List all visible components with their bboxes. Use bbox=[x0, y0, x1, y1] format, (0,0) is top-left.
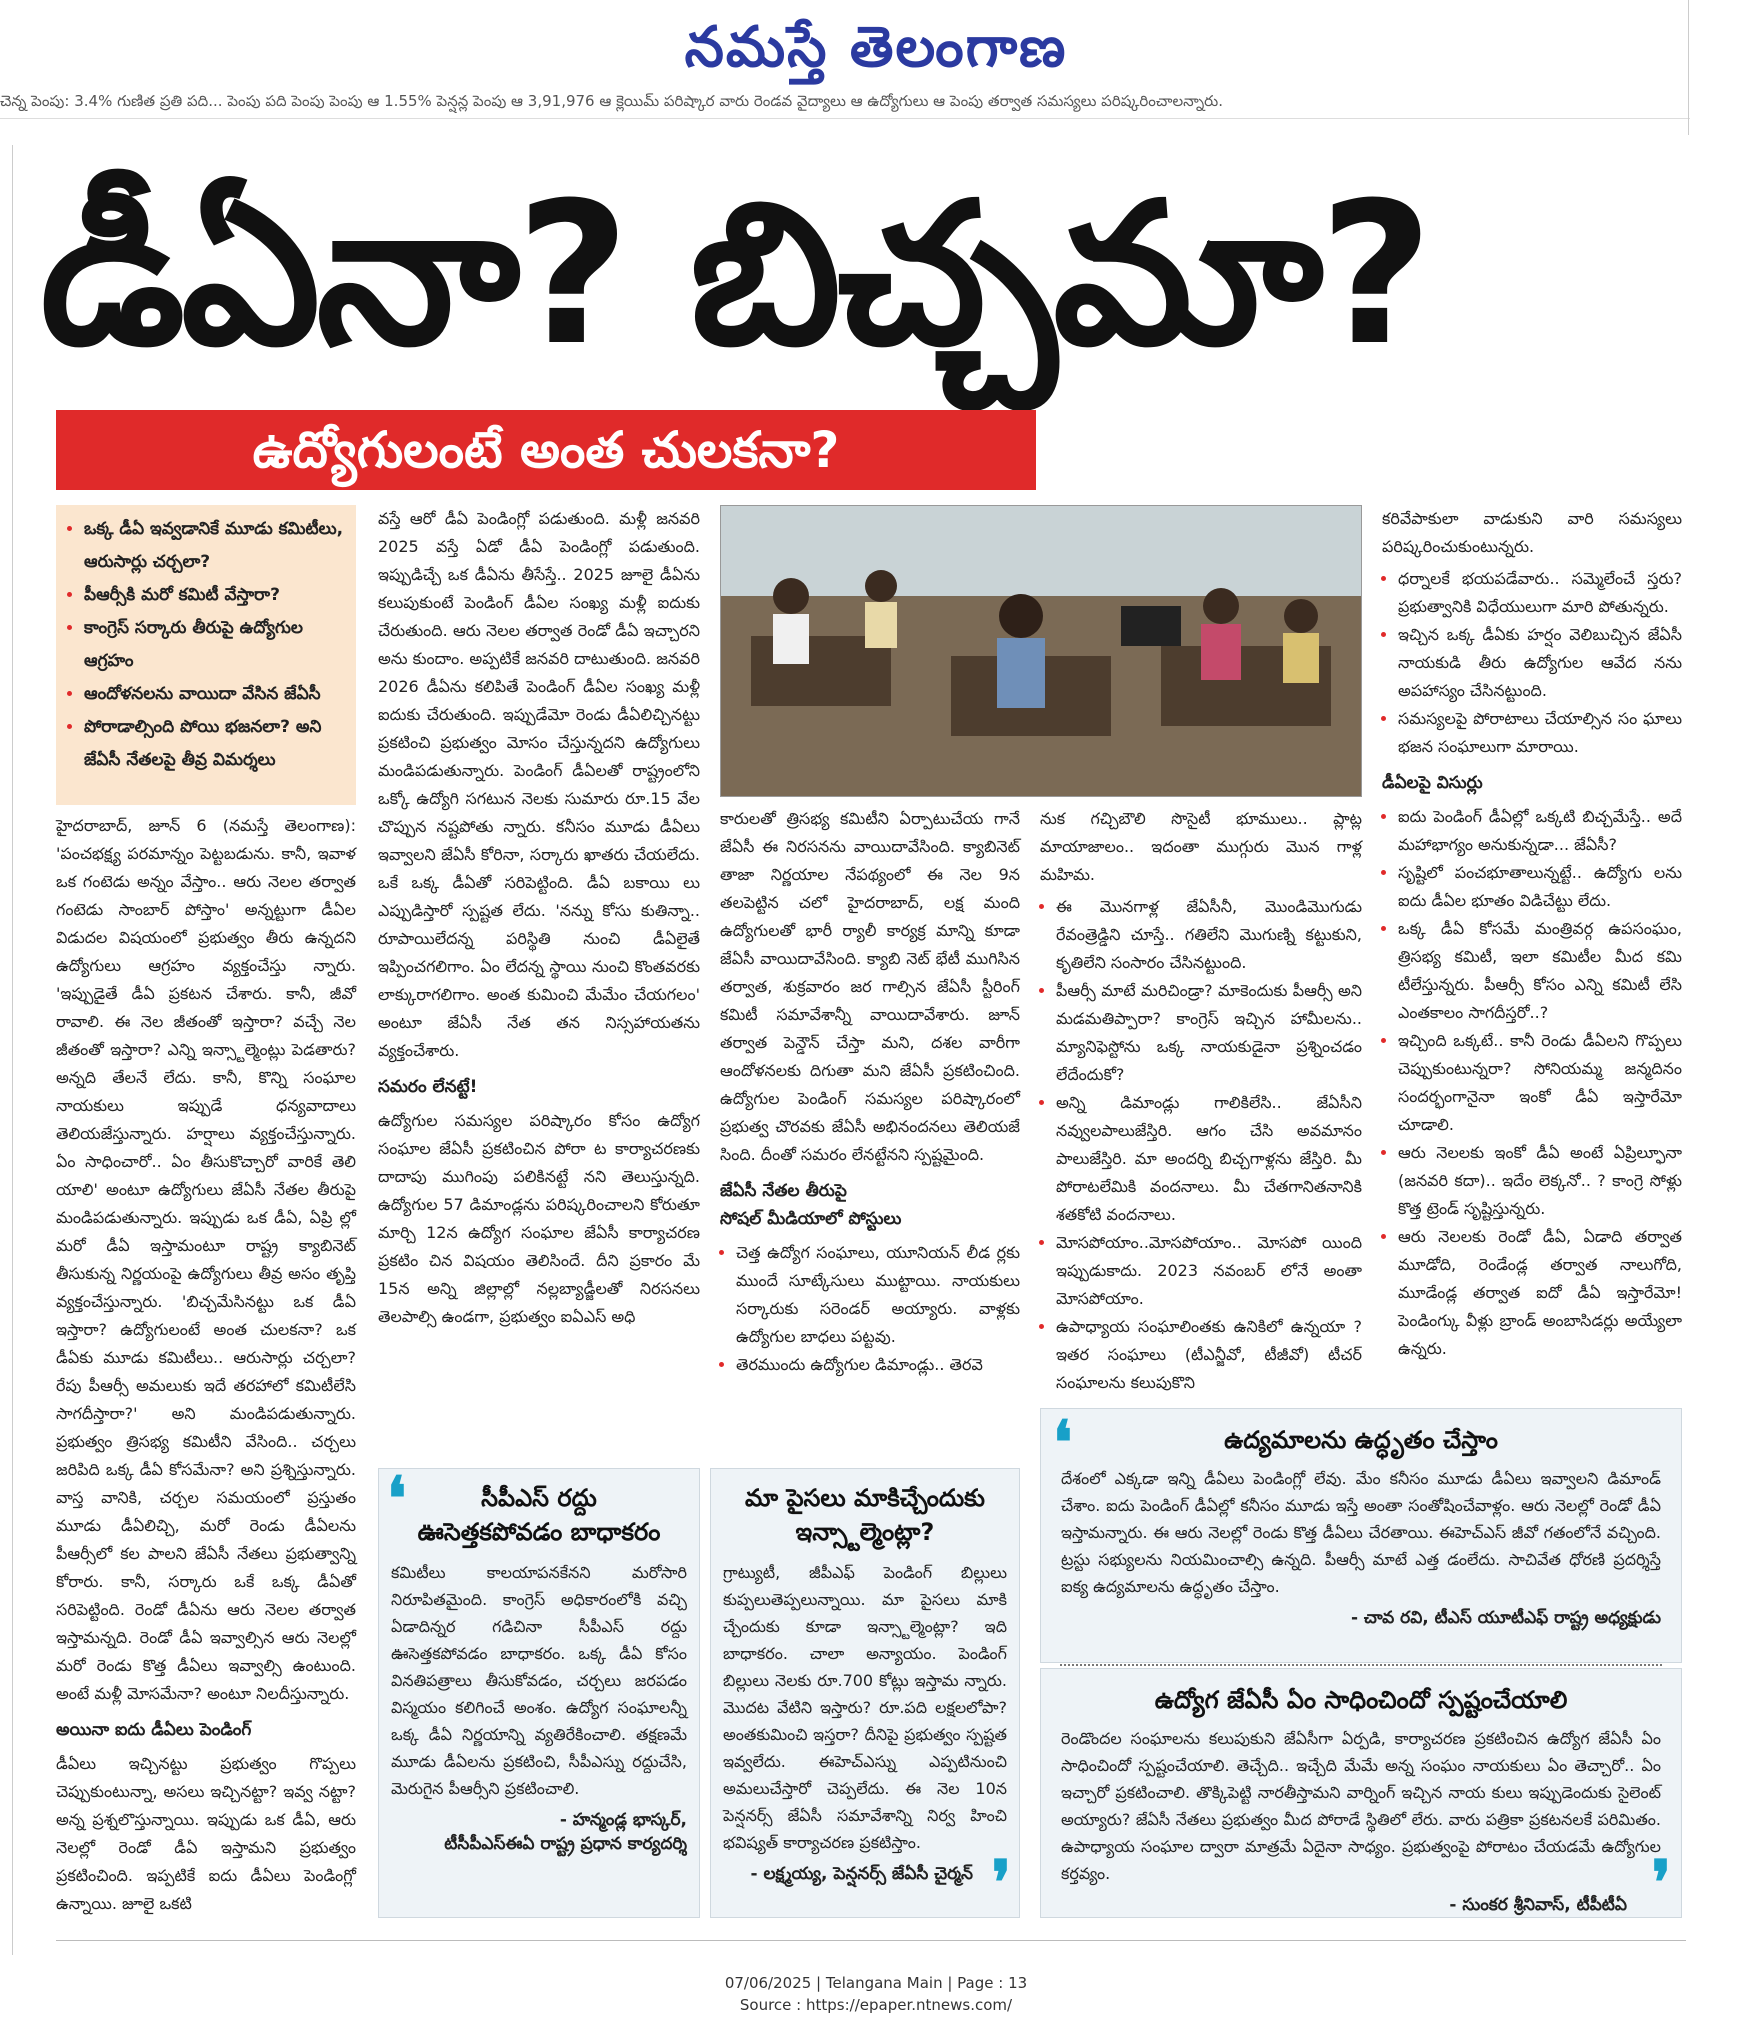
quote-close-icon: ❜ bbox=[991, 1848, 1011, 1918]
highlight-item: • పోరాడాల్సింది పోయి భజనలా? అని జేఏసీ నేతలపై తీవ్ర విమర్శలు bbox=[84, 711, 344, 777]
quote-text: కమిటీలు కాలయాపనకేనని మరోసారి నిరూపితమైంది. కాంగ్రెస్ అధికారంలోకి వచ్చి ఏడాదిన్నర గడిచినా సీపీఎస్ రద్దు ఊసెత్తకపోవడం బాధాకరం. ఒక్క డీఏ కోసం వినతిపత్రాలు తీసుకోవడం, చర్చలు జరపడం విస్మయం కలిగించే అంశం. ఉద్యోగ సంఘాలన్నీ ఒక్క డీఏ నిర్ణయాన్ని వ్యతిరేకించాలి. తక్షణమే మూడు డీఏలను ప్రకటించి, సీపీఎస్ను రద్దుచేసి, మెరుగైన పీఆర్సీని ప్రకటించాలి. bbox=[391, 1563, 687, 1798]
highlight-item: • కాంగ్రెస్ సర్కారు తీరుపై ఉద్యోగుల ఆగ్రహం bbox=[84, 612, 344, 678]
quote-title: మా పైసలు మాకిచ్చేందుకు bbox=[745, 1484, 985, 1512]
quote-open-icon: ❛ bbox=[387, 1464, 407, 1534]
page-footer bbox=[0, 1972, 1752, 2016]
list-item: • ఆరు నెలలకు ఇంకో డీఏ అంటే ఏప్రిల్ఫూనా (జనవరి కదా).. ఇదేం లెక్కనో.. ? కాంగ్రె సోళ్లు కొత్త ట్రెండ్ సృష్టిస్తున్నరు. bbox=[1398, 1139, 1682, 1223]
list-item: • ధర్నాలకే భయపడేవారు.. సమ్మెలేంచే స్తరు? ప్రభుత్వానికి విధేయులుగా మారి పోతున్నరు. bbox=[1398, 565, 1682, 621]
article-column-3 bbox=[720, 805, 1020, 1460]
quote-box-tpta bbox=[1040, 1668, 1682, 1918]
quote-title: సీపీఎస్ రద్దు bbox=[481, 1484, 597, 1512]
article-column-1 bbox=[56, 812, 356, 1913]
quote-title: ఉద్యమాలను ఉద్ధృతం చేస్తాం bbox=[1224, 1426, 1498, 1454]
article-column-2 bbox=[378, 505, 700, 1460]
list-item: • ఈ మొనగాళ్ల జేఏసీనీ, మొండిమొగుడు రేవంత్రెడ్డిని చూస్తే.. గతిలేని మొగుణ్ని కట్టుకుని, కృతిలేని సంసారం చేసినట్టుంది. bbox=[1056, 893, 1362, 977]
quote-signature-role: టీసీపీఎస్ఈఏ రాష్ట్ర ప్రధాన కార్యదర్శి bbox=[444, 1834, 687, 1854]
quote-box-cps bbox=[378, 1464, 700, 1918]
highlight-item: • ఒక్క డీఏ ఇవ్వడానికే మూడు కమిటీలు, ఆరుసార్లు చర్చలా? bbox=[84, 513, 344, 579]
section-heading: జేఏసీ నేతల తీరుపై bbox=[720, 1181, 847, 1201]
main-headline: డీఏనా? బిచ్చమా? bbox=[40, 161, 1429, 389]
article-paragraph: ఉద్యోగుల సమస్యల పరిష్కారం కోసం ఉద్యోగ సంఘాల జేఏసీ ప్రకటించిన పోరా ట కార్యాచరణకు దాదాపు ముగింపు పలికినట్టే నని తెలుస్తున్నది. ఉద్యోగుల 57 డిమాండ్లను పరిష్కరించాలని కోరుతూ మార్చి 12న ఉద్యోగ సంఘాల జేఏసీ కార్యాచరణ ప్రకటిం చిన విషయం తెలిసిందే. దీని ప్రకారం మే 15న అన్ని జిల్లాల్లో నల్లబ్యాడ్జీలతో నిరసనలు తెలపాల్సి ఉండగా, ప్రభుత్వం ఐఏఎస్ అధి bbox=[378, 1111, 700, 1326]
list-item: • ఒక్క డీఏ కోసమే మంత్రివర్గ ఉపసంఘం, త్రిసభ్య కమిటీ, ఇలా కమిటీల మీద కమి టీలేస్తున్నరు. పీఆర్సీ కోసం ఎన్ని కమిటీ లేసి ఎంతకాలం సాగదీస్తరో..? bbox=[1398, 915, 1682, 1027]
masthead bbox=[0, 0, 1752, 90]
ticker-strip: చెన్న పెంపు: 3.4% గుణిత ప్రతి పది... పెంపు పది పెంపు పెంపు ఆ 1.55% పెన్షన్ల పెంపు ఆ 3,91,976 ఆ క్లెయిమ్ పరిష్కార వారు రెండవ వైద్యాలు ఆ ఉద్యోగులు ఆ పెంపు తర్వాత సమస్యలు పరిష్కరించాలన్నారు. bbox=[0, 92, 1690, 119]
quote-signature: - హన్మండ్ల భాస్కర్, bbox=[559, 1810, 687, 1830]
article-paragraph: డీఏలు ఇచ్చినట్టు ప్రభుత్వం గొప్పలు చెప్పుకుంటున్నా, అసలు ఇచ్చినట్టా? ఇవ్వ నట్టా? అన్న ప్రశ్నలొస్తున్నాయి. ఇప్పుడు ఒక డీఏ, ఆరు నెలల్లో రెండో డీఏ ఇస్తామని ప్రభుత్వం ప్రకటించింది. ఇప్పటికే ఐదు డీఏలు పెండింగ్లో ఉన్నాయి. జూలై ఒకటి bbox=[56, 1754, 356, 1913]
quote-text: దేశంలో ఎక్కడా ఇన్ని డీఏలు పెండింగ్లో లేవు. మేం కనీసం మూడు డీఏలు ఇవ్వాలని డిమాండ్ చేశాం. ఐదు పెండింగ్ డీఏల్లో కనీసం మూడు ఇస్తే అంతా సంతోషించేవాళ్లం. ఆరు నెలల్లో రెండో డీఏ ఇస్తామన్నారు. ఈ ఆరు నెలల్లో రెండు కొత్త డీఏలు చేరతాయి. ఈహెచ్ఎస్ జీవో గతంలోనే వచ్చింది. ట్రస్టు సభ్యులను నియమించాల్సి ఉన్నది. పీఆర్సీ మాటే ఎత్త డంలేదు. సాచివేత ధోరణి ప్రదర్శిస్తే ఐక్య ఉద్యమాలను ఉద్ధృతం చేస్తాం. bbox=[1061, 1469, 1661, 1596]
list-item: • మోసపోయాం..మోసపోయాం.. మోసపో యింది ఇప్పుడుకాదు. 2023 నవంబర్ లోనే అంతా మోసపోయాం. bbox=[1056, 1229, 1362, 1313]
office-employees-photo bbox=[720, 505, 1362, 797]
article-paragraph: వస్తే ఆరో డీఏ పెండింగ్లో పడుతుంది. మళ్లీ జనవరి 2025 వస్తే ఏడో డీఏ పెండింగ్లో పడుతుంది. ఇప్పుడిచ్చే ఒక డీఏను తీసేస్తే.. 2025 జూలై డీఏను కలుపుకుంటే పెండింగ్ డీఏల సంఖ్య మళ్లీ ఐదుకు చేరుతుంది. ఆరు నెలల తర్వాత రెండో డీఏ ఇచ్చారని అను కుందాం. అప్పటికే జనవరి దాటుతుంది. జనవరి 2026 డీఏను కలిపితే పెండింగ్ డీఏల సంఖ్య మళ్లీ ఐదుకు చేరుతుంది. ఇప్పుడేమో రెండు డీఏలిచ్చినట్టు ప్రకటించి ప్రభుత్వం మోసం చేస్తున్నదని ఉద్యోగులు మండిపడుతున్నారు. పెండింగ్ డీఏలతో రాష్ట్రంలోని ఒక్కో ఉద్యోగి సగటున నెలకు సుమారు రూ.15 వేల చొప్పున నష్టపోతు న్నారు. కనీసం మూడు డీఏలు ఇవ్వాలని జేఏసీ కోరినా, సర్కారు ఖాతరు చేయలేదు. ఒకే ఒక్క డీఏతో సరిపెట్టింది. డీఏ బకాయి లు ఎప్పుడిస్తారో స్పష్టత లేదు. 'నన్ను కోసు కుతిన్నా.. రూపాయిలేదన్న పరిస్థితి నుంచి డీఏలైతే ఇప్పించగలిగాం. ఏం లేదన్న స్థాయి నుంచి కొంతవరకు లాక్కురాగలిగాం. అంత కుమించి మేమేం చేయగలం' అంటూ జేఏసీ నేత తన నిస్సహాయతను వ్యక్తంచేశారు. bbox=[378, 509, 700, 1060]
newspaper-logo: నమస్తే తెలంగాణ bbox=[684, 14, 1068, 80]
quote-title: ఇన్స్టాల్మెంట్లా? bbox=[795, 1518, 935, 1546]
section-heading: సోషల్ మీడియాలో పోస్టులు bbox=[720, 1209, 902, 1229]
quote-text: రెండొందల సంఘాలను కలుపుకుని జేఏసీగా ఏర్పడి, కార్యాచరణ ప్రకటించిన ఉద్యోగ జేఏసీ ఏం సాధించిందో స్పష్టంచేయాలి. తెచ్చేది.. ఇచ్చేది మేమే అన్న సంఘం నాయకులు ఏం తెచ్చారో.. ఏం ఇచ్చారో ప్రకటించాలి. తొక్కిపెట్టి నారతీస్తామని వార్నింగ్ ఇచ్చిన నాయ కులు ఇప్పుడెందుకు సైలెంట్ అయ్యారు? జేఏసీ నేతలు ప్రభుత్వం మీద పోరాడే స్థితిలో లేరు. వారు పత్రికా ప్రకటనలకే పరిమితం. ఉపాధ్యాయ సంఘాల ద్వారా మాత్రమే ఏదైనా సాధ్యం. ప్రభుత్వంపై పోరాటం చేయడమే ఉద్యోగుల కర్తవ్యం. bbox=[1061, 1729, 1661, 1883]
divider bbox=[1688, 0, 1689, 135]
list-item: • ఐదు పెండింగ్ డీఏల్లో ఒక్కటి బిచ్చమేస్తే.. అదే మహాభాగ్యం అనుకున్నడా... జేఏసీ? bbox=[1398, 803, 1682, 859]
list-item: • ఇచ్చిన ఒక్క డీఏకు హర్షం వెలిబుచ్చిన జేఏసీ నాయకుడి తీరు ఉద్యోగుల ఆవేద నను అపహాస్యం చేసినట్టుంది. bbox=[1398, 621, 1682, 705]
section-heading: డీఏలపై విసుర్లు bbox=[1382, 773, 1483, 793]
article-paragraph: కారులతో త్రిసభ్య కమిటీని ఏర్పాటుచేయ గానే జేఏసీ ఈ నిరసనను వాయిదావేసింది. క్యాబినెట్ తాజా నిర్ణయాల నేపథ్యంలో ఈ నెల 9న తలపెట్టిన చలో హైదరాబాద్, లక్ష మంది ఉద్యోగులతో భారీ ర్యాలీ కార్యక్ర మాన్ని కూడా జేఏసీ వాయిదావేసింది. క్యాబి నెట్ భేటీ ముగిసిన తర్వాత, శుక్రవారం జర గాల్సిన జేఏసీ స్టీరింగ్ కమిటీ సమావేశాన్నీ వాయిదావేశారు. జూన్ తర్వాత పెన్డౌన్ చేస్తా మని, దశల వారీగా ఆందోళనలకు దిగుతా మని జేఏసీ ప్రకటించింది. ఉద్యోగుల పెండింగ్ సమస్యల పరిష్కారంలో ప్రభుత్వ చొరవకు జేఏసీ అభినందనలు తెలియజే సింది. దీంతో సమరం లేనట్టేనని స్పష్టమైంది. bbox=[720, 809, 1020, 1164]
quote-open-icon: ❛ bbox=[1053, 1408, 1073, 1478]
list-item: • తెరముందు ఉద్యోగుల డిమాండ్లు.. తెరవె bbox=[736, 1351, 1020, 1379]
quote-box-utf bbox=[1040, 1408, 1682, 1663]
quote-signature: - సుంకర శ్రీనివాస్, టీపీటీఏ bbox=[1449, 1895, 1627, 1915]
quote-close-icon: ❜ bbox=[1651, 1848, 1671, 1918]
article-paragraph: కరివేపాకులా వాడుకుని వారి సమస్యలు పరిష్కరించుకుంటున్నరు. bbox=[1382, 509, 1682, 556]
page-info: 07/06/2025 | Telangana Main | Page : 13 bbox=[724, 1974, 1028, 1992]
article-paragraph: హైదరాబాద్, జూన్ 6 (నమస్తే తెలంగాణ): 'పంచభక్ష్య పరమాన్నం పెట్టబడును. కానీ, ఇవాళ ఒక గంటెడు అన్నం వేస్తాం.. ఆరు నెలల తర్వాత గంటెడు సాంబార్ పోస్తాం' అన్నట్టుగా డీఏల విడుదల విషయంలో ప్రభుత్వం తీరు ఉన్నదని ఉద్యోగులు ఆగ్రహం వ్యక్తంచేస్తు న్నారు. 'ఇప్పుడైతే డీఏ ప్రకటన చేశారు. కానీ, జీవో రావాలి. ఈ నెల జీతంతో ఇస్తారా? వచ్చే నెల జీతంతో ఇస్తారా? ఎన్ని ఇన్స్టాల్మెంట్లు పెడతారు? అన్నది తేలనే లేదు. కానీ, కొన్ని సంఘాల నాయకులు ఇప్పుడే ధన్యవాదాలు తెలియజేస్తున్నారు. హర్షాలు వ్యక్తంచేస్తున్నారు. ఏం సాధించారో.. ఏం తీసుకొచ్చారో వారికే తెలి యాలి' అంటూ ఉద్యోగులు జేఏసీ నేతల తీరుపై మండిపడుతున్నారు. ఇప్పుడు ఒక డీఏ, ఏప్రి ల్లో మరో డీఏ ఇస్తామంటూ రాష్ట్ర క్యాబినెట్ తీసుకున్న నిర్ణయంపై ఉద్యోగులు తీవ్ర అసం తృప్తి వ్యక్తంచేస్తున్నారు. 'బిచ్చమేసినట్టు ఒక డీఏ ఇస్తారా? ఉద్యోగులంటే అంత చులకనా? ఒక డీఏకు మూడు కమిటీలు.. ఆరుసార్లు చర్చలా? రేపు పీఆర్సీ అమలుకు ఇదే తరహాలో కమిటీలేసి సాగదీస్తారా?' అని మండిపడుతున్నారు. ప్రభుత్వం త్రిసభ్య కమిటీని వేసింది.. చర్చలు జరిపిది ఒక్క డీఏ కోసమేనా? అని ప్రశ్నిస్తున్నారు. వాస్త వానికి, చర్చల సమయంలో ప్రస్తుతం మూడు డీఏలిచ్చి, మరో రెండు డీఏలను పీఆర్సీలో కల పాలని జేఏసీ నేతలు ప్రభుత్వాన్ని కోరారు. కానీ, సర్కారు ఒకే ఒక్క డీఏతో సరిపెట్టింది. రెండో డీఏను ఆరు నెలల తర్వాత ఇస్తామన్నది. రెండో డీఏ ఇవ్వాల్సిన ఆరు నెలల్లో మరో రెండు కొత్త డీఏలు ఇవ్వాల్సి ఉంటుంది. అంటే మళ్లీ మోసమేనా? అంటూ నిలదీస్తున్నారు. bbox=[56, 816, 356, 1703]
list-item: • సృష్టిలో పంచభూతాలున్నట్టే.. ఉద్యోగు లను ఐదు డీఏల భూతం విడిచేట్టు లేదు. bbox=[1398, 859, 1682, 915]
quote-signature: - లక్ష్మయ్య, పెన్షనర్స్ జేఏసీ చైర్మన్ bbox=[750, 1864, 973, 1884]
list-item: • పీఆర్సీ మాటే మరిచిండ్రా? మాకెందుకు పీఆర్సీ అని మడమతిప్పారా? కాంగ్రెస్ ఇచ్చిన హామీలను.. మ్యానిఫెస్టోను ఒక్క నాయకుడైనా ప్రశ్నించడం లేదేందుకో? bbox=[1056, 977, 1362, 1089]
section-heading: అయినా ఐదు డీఏలు పెండింగ్ bbox=[56, 1720, 252, 1740]
subheadline-banner: ఉద్యోగులంటే అంత చులకనా? bbox=[56, 410, 1036, 490]
highlights-box bbox=[56, 505, 356, 805]
list-item: • చెత్త ఉద్యోగ సంఘాలు, యూనియన్ లీడ ర్లకు ముందే సూట్కేసులు ముట్టాయి. నాయకులు సర్కారుకు సరెండర్ అయ్యారు. వాళ్లకు ఉద్యోగుల బాధలు పట్టవు. bbox=[736, 1239, 1020, 1351]
list-item: • సమస్యలపై పోరాటాలు చేయాల్సిన సం ఘాలు భజన సంఘాలుగా మారాయి. bbox=[1398, 705, 1682, 761]
divider bbox=[12, 145, 13, 1955]
list-item: • ఆరు నెలలకు రెండో డీఏ, ఏడాది తర్వాత మూడోది, రెండేండ్ల తర్వాత నాలుగోది, మూడేండ్ల తర్వాత ఐదో డీఏ ఇస్తారేమో! పెండింగ్కు వీళ్లు బ్రాండ్ అంబాసిడర్లు అయ్యేలా ఉన్నరు. bbox=[1398, 1223, 1682, 1363]
highlight-item: • పీఆర్సీకి మరో కమిటీ వేస్తారా? bbox=[84, 579, 344, 612]
article-column-5 bbox=[1382, 505, 1682, 1405]
list-item: • అన్ని డిమాండ్లు గాలికిలేసి.. జేఏసీని నవ్వులపాలుజేస్తిరి. ఆగం చేసి అవమానం పాలుజేస్తిరి. మా అందర్ని బిచ్చగాళ్లను జేస్తిరి. మీ పోరాటలేమికి వందనాలు. మీ చేతగానితనానికి శతకోటి వందనాలు. bbox=[1056, 1089, 1362, 1229]
divider bbox=[56, 1940, 1686, 1941]
article-paragraph: నుక గచ్చిబౌలి సొసైటీ భూములు.. ప్లాట్ల మాయాజాలం.. ఇదంతా ముగ్గురు మొన గాళ్ల మహిమ. bbox=[1040, 809, 1362, 884]
photo-illustration bbox=[721, 506, 1361, 796]
list-item: • ఉపాధ్యాయ సంఘాలింతకు ఉనికిలో ఉన్నయా ? ఇతర సంఘాలు (టీఎన్జీవో, టీజీవో) టీచర్ సంఘాలను కలుపుకొని bbox=[1056, 1313, 1362, 1397]
section-heading: సమరం లేనట్టే! bbox=[378, 1077, 478, 1097]
list-item: • ఇచ్చింది ఒక్కటే.. కానీ రెండు డీఏలని గొప్పలు చెప్పుకుంటున్నరా? సోనియమ్మ జన్మదినం సందర్భంగానైనా ఇంకో డీఏ ఇస్తారేమో చూడాలి. bbox=[1398, 1027, 1682, 1139]
quote-box-pensioners bbox=[710, 1468, 1020, 1918]
quote-title: ఊసెత్తకపోవడం బాధాకరం bbox=[417, 1518, 661, 1546]
quote-title: ఉద్యోగ జేఏసీ ఏం సాధించిందో స్పష్టంచేయాలి bbox=[1154, 1686, 1568, 1714]
divider bbox=[1060, 1664, 1662, 1666]
highlight-item: • ఆందోళనలను వాయిదా వేసిన జేఏసీ bbox=[84, 678, 344, 711]
article-column-4 bbox=[1040, 805, 1362, 1405]
quote-signature: - చావ రవి, టీఎస్ యూటీఎఫ్ రాష్ట్ర అధ్యక్షుడు bbox=[1350, 1608, 1661, 1628]
source-link[interactable]: Source : https://epaper.ntnews.com/ bbox=[739, 1996, 1013, 2014]
quote-text: గ్రాట్యుటీ, జీపీఎఫ్ పెండింగ్ బిల్లులు కుప్పలుతెప్పలున్నాయి. మా పైసలు మాకి చ్చేందుకు కూడా ఇన్స్టాల్మెంట్లా? ఇది బాధాకరం. చాలా అన్యాయం. పెండింగ్ బిల్లులు నెలకు రూ.700 కోట్లు ఇస్తామ న్నారు. మొదట వేటిని ఇస్తారు? రూ.పది లక్షలలోపా? అంతకుమించి ఇస్తరా? దీనిపై ప్రభుత్వం స్పష్టత ఇవ్వలేదు. ఈహెచ్ఎస్ను ఎప్పటినుంచి అమలుచేస్తారో చెప్పలేదు. ఈ నెల 10న పెన్షనర్స్ జేఏసీ సమావేశాన్ని నిర్వ హించి భవిష్యత్ కార్యాచరణ ప్రకటిస్తాం. bbox=[723, 1563, 1007, 1852]
